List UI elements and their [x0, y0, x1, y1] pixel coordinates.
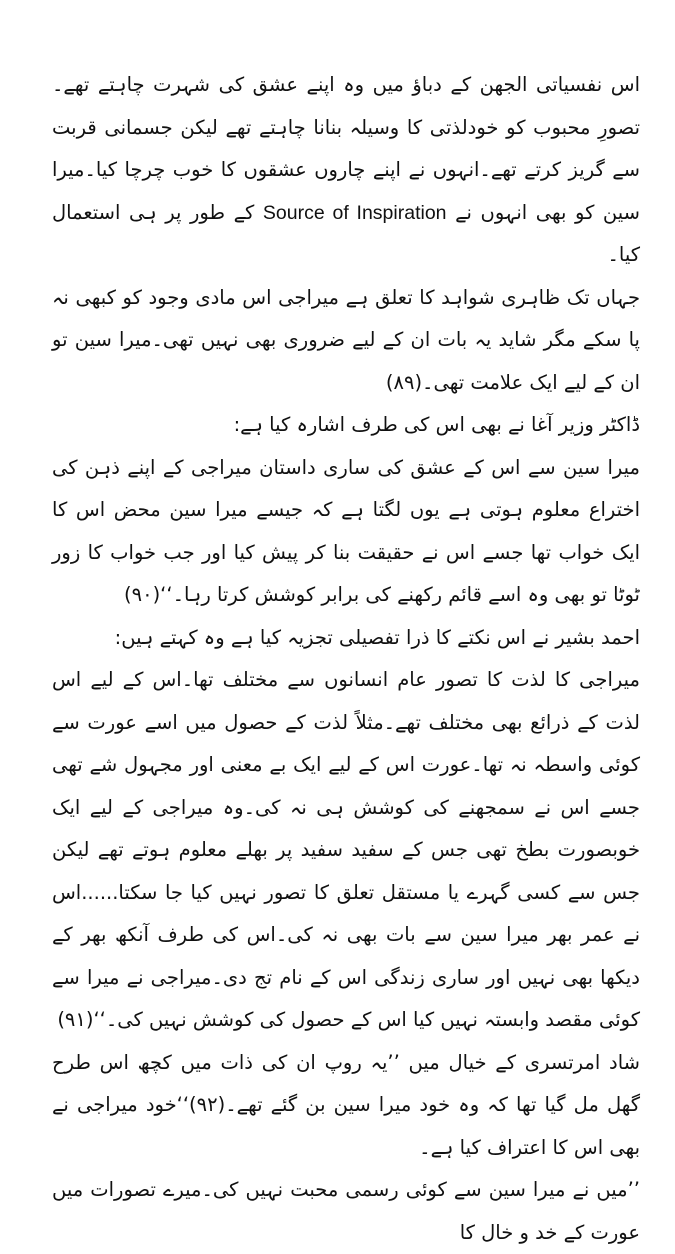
paragraph-8-text: ’’میں نے میرا سین سے کوئی رسمی محبت نہیں کی۔میرے تصورات میں عورت کے خد و خال کا	[52, 1178, 640, 1244]
paragraph-1-latin-phrase: Source of Inspiration	[262, 201, 447, 224]
paragraph-8-quote	[52, 1169, 640, 1254]
paragraph-6-quote	[52, 659, 640, 1042]
paragraph-1	[52, 64, 640, 277]
paragraph-4-quote	[52, 447, 640, 617]
paragraph-7	[52, 1042, 640, 1170]
paragraph-5	[52, 617, 640, 660]
paragraph-2-text: جہاں تک ظاہری شواہد کا تعلق ہے میراجی اس مادی وجود کو کبھی نہ پا سکے مگر شاید یہ بات ان کے لیے ضروری بھی نہیں تھی۔میرا سین تو ان کے لیے ایک علامت تھی۔(۸۹)	[52, 285, 640, 394]
paragraph-2	[52, 277, 640, 405]
urdu-text-body	[52, 64, 640, 1254]
paragraph-7-text: شاد امرتسری کے خیال میں ’’یہ روپ ان کی ذات میں کچھ اس طرح گھل مل گیا تھا کہ وہ خود میرا سین بن گئے تھے۔(۹۲)‘‘خود میراجی نے بھی اس کا اعتراف کیا ہے۔	[52, 1050, 640, 1159]
paragraph-1-text-end: کے طور پر ہی استعمال کیا۔	[52, 200, 640, 266]
paragraph-3	[52, 404, 640, 447]
paragraph-5-text: احمد بشیر نے اس نکتے کا ذرا تفصیلی تجزیہ کیا ہے وہ کہتے ہیں:	[114, 625, 640, 649]
paragraph-4-text: میرا سین سے اس کے عشق کی ساری داستان میراجی کے اپنے ذہن کی اختراع معلوم ہوتی ہے یوں لگتا ہے کہ جیسے میرا سین محض اس کا ایک خواب تھا جسے اس نے حقیقت بنا کر پیش کیا اور جب خواب کا زور ٹوٹا تو بھی وہ اسے قائم رکھنے کی برابر کوشش کرتا رہا۔‘‘(۹۰)	[52, 455, 640, 606]
paragraph-3-text: ڈاکٹر وزیر آغا نے بھی اس کی طرف اشارہ کیا ہے:	[233, 413, 640, 436]
paragraph-1-text: اس نفسیاتی الجھن کے دباؤ میں وہ اپنے عشق کی شہرت چاہتے تھے۔تصورِ محبوب کو خودلذتی کا وسیلہ بنانا چاہتے تھے لیکن جسمانی قربت سے گریز کرتے تھے۔انہوں نے اپنے چاروں عشقوں کا خوب چرچا کیا۔میرا سین کو بھی انہوں نے	[52, 73, 641, 224]
paragraph-6-text: میراجی کا لذت کا تصور عام انسانوں سے مختلف تھا۔اس کے لیے اس لذت کے ذرائع بھی مختلف تھے۔مثلاً لذت کے حصول میں اسے عورت سے کوئی واسطہ نہ تھا۔عورت اس کے لیے ایک بے معنی اور مجہول شے تھی جسے اس نے سمجھنے کی کوشش ہی نہ کی۔وہ میراجی کے لیے ایک خوبصورت بطخ تھی جس کے سفید سفید پر بھلے معلوم ہوتے تھے لیکن جس سے کسی گہرے یا مستقل تعلق کا تصور نہیں کیا جا سکتا......اس نے عمر بھر میرا سین سے بات بھی نہ کی۔اس کی طرف آنکھ بھر کے دیکھا بھی نہیں اور ساری زندگی اس کے نام تج دی۔میراجی نے میرا سے کوئی مقصد وابستہ نہیں کیا اس کے حصول کی کوشش نہیں کی۔‘‘(۹۱)	[52, 668, 640, 1031]
